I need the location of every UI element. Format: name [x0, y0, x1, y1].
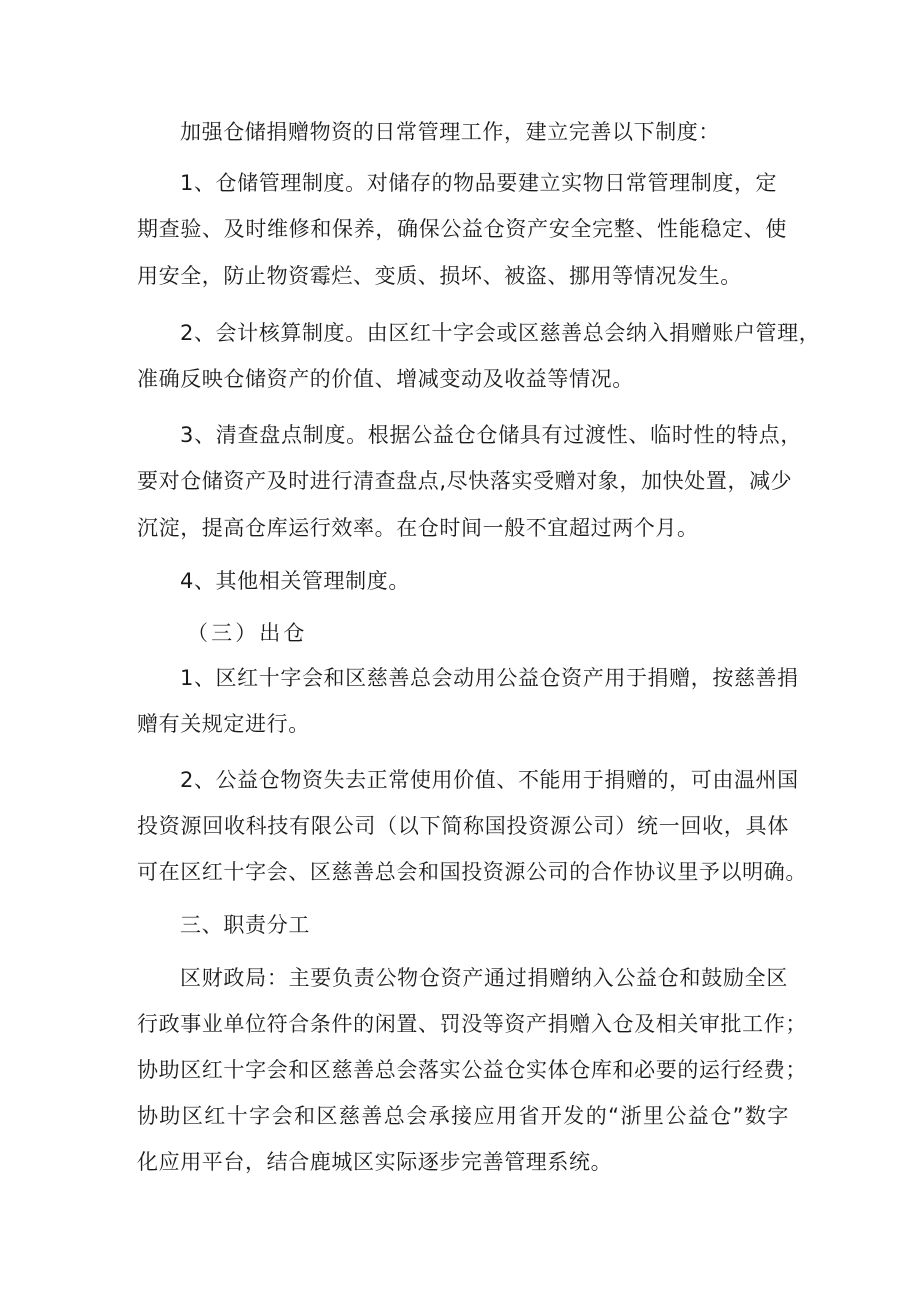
finance-bureau-line-4: 协助区红十字会和区慈善总会承接应用省开发的“浙里公益仓”数字: [137, 1104, 789, 1128]
section-heading-outbound: （三）出仓: [187, 621, 305, 645]
paragraph-2-line-2: 准确反映仓储资产的价值、增减变动及收益等情况。: [137, 367, 634, 391]
paragraph-3-line-1: 3、清查盘点制度。根据公益仓仓储具有过渡性、临时性的特点，: [180, 423, 802, 447]
paragraph-1-line-2: 期查验、及时维修和保养，确保公益仓资产安全完整、性能稳定、使: [137, 217, 787, 241]
outbound-paragraph-2-line-1: 2、公益仓物资失去正常使用价值、不能用于捐赠的，可由温州国: [180, 768, 799, 792]
outbound-paragraph-2-line-3: 可在区红十字会、区慈善总会和国投资源公司的合作协议里予以明确。: [137, 860, 807, 884]
paragraph-2-line-1: 2、会计核算制度。由区红十字会或区慈善总会纳入捐赠账户管理，: [180, 321, 821, 345]
outbound-paragraph-1-line-1: 1、区红十字会和区慈善总会动用公益仓资产用于捐赠，按慈善捐: [180, 666, 799, 690]
paragraph-4: 4、其他相关管理制度。: [180, 569, 410, 593]
paragraph-3-line-2: 要对仓储资产及时进行清查盘点,尽快落实受赠对象，加快处置，减少: [137, 469, 793, 493]
outbound-paragraph-1-line-2: 赠有关规定进行。: [137, 712, 310, 736]
section-heading-responsibilities: 三、职责分工: [180, 913, 310, 937]
outbound-paragraph-2-line-2: 投资源回收科技有限公司（以下简称国投资源公司）统一回收，具体: [137, 814, 789, 838]
paragraph-1-line-1: 1、仓储管理制度。对储存的物品要建立实物日常管理制度，定: [180, 171, 778, 195]
paragraph-1-line-3: 用安全，防止物资霉烂、变质、损坏、被盗、挪用等情况发生。: [137, 264, 742, 288]
finance-bureau-line-3: 协助区红十字会和区慈善总会落实公益仓实体仓库和必要的运行经费；: [137, 1058, 807, 1082]
paragraph-intro: 加强仓储捐赠物资的日常管理工作，建立完善以下制度：: [180, 120, 720, 144]
paragraph-3-line-3: 沉淀，提高仓库运行效率。在仓时间一般不宜超过两个月。: [137, 516, 699, 540]
finance-bureau-line-2: 行政事业单位符合条件的闲置、罚没等资产捐赠入仓及相关审批工作；: [137, 1012, 807, 1036]
finance-bureau-line-5: 化应用平台，结合鹿城区实际逐步完善管理系统。: [137, 1150, 613, 1174]
finance-bureau-line-1: 区财政局：主要负责公物仓资产通过捐赠纳入公益仓和鼓励全区: [180, 966, 788, 990]
